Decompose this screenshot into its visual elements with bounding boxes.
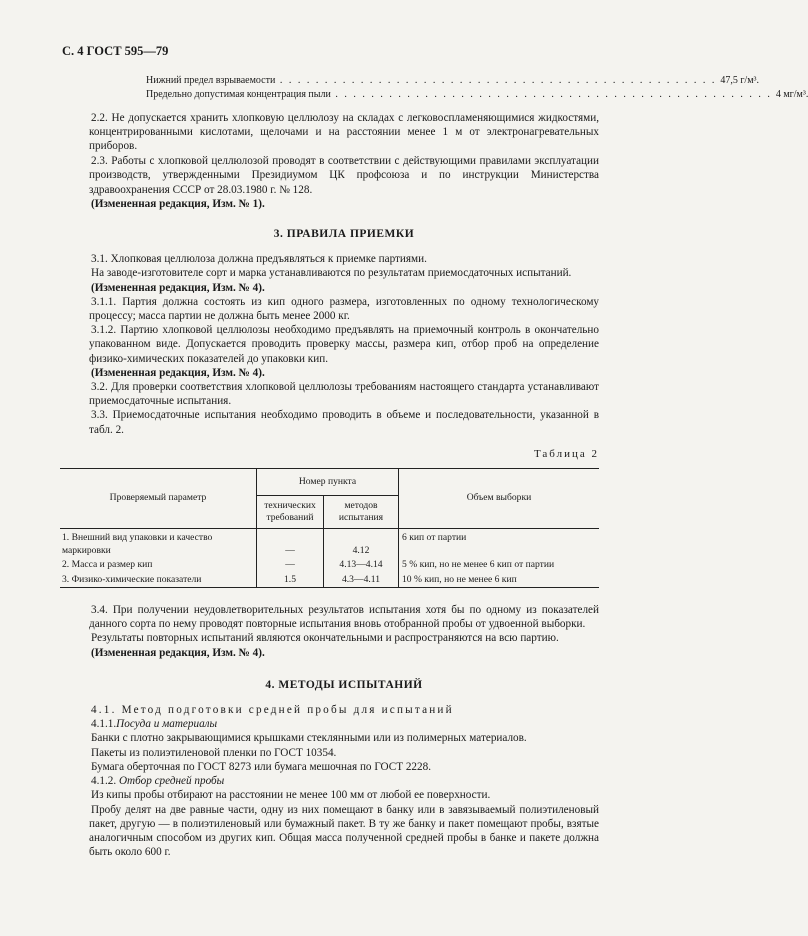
paragraph-3-4: 3.4. При получении неудовлетворительных результатов испытания хотя бы по одному из показателей данного сорта по нему проводят повторные испытания вновь отобранной пробы от удвоенной выборки. [89, 604, 599, 631]
limit-value: 47,5 г/м³. [720, 75, 760, 86]
amendment-note: (Измененная редакция, Изм. № 1). [91, 197, 265, 210]
col-header-method: методов испытания [324, 496, 399, 529]
limit-row: Нижний предел взрываемости . . . . . . . . . . . . . . . . . . . . . . . . . . . . . . . . . . . . . . . . . . . . . . . . . 47,5 г/м³. [146, 75, 760, 86]
table-label: Таблица 2 [533, 447, 599, 460]
page-header: С. 4 ГОСТ 595—79 [62, 44, 169, 58]
paragraph-4-1-2: 4.1.2. Отбор средней пробы [91, 775, 225, 788]
amendment-note: (Измененная редакция, Изм. № 4). [91, 281, 265, 294]
paragraph-3-1b: На заводе-изготовителе сорт и марка устанавливаются по результатам приемосдаточных испытаний. [91, 267, 572, 280]
limit-label: Предельно допустимая концентрация пыли [146, 88, 331, 100]
table-row: 3. Физико-химические показатели 1.5 4.3—4.11 10 % кип, но не менее 6 кип [60, 573, 599, 588]
amendment-note: (Измененная редакция, Изм. № 4). [91, 366, 265, 379]
paragraph-3-1-2: 3.1.2. Партию хлопковой целлюлозы необходимо предъявлять на приемочный контроль в окончательно упакованном виде. Допускается проводить проверку массы, размера кип, отбор проб на определение физико-химических показателей до упаковки кип. [89, 324, 599, 365]
table-row: 1. Внешний вид упаковки и качество маркировки — 4.12 6 кип от партии [60, 529, 599, 559]
limit-value: 4 мг/м³. [775, 88, 808, 100]
paragraph-3-4b: Результаты повторных испытаний являются окончательными и распространяются на всю партию. [91, 632, 559, 645]
section-3-title: 3. ПРАВИЛА ПРИЕМКИ [273, 228, 415, 241]
paragraph-3-1: 3.1. Хлопковая целлюлоза должна предъявляться к приемке партиями. [91, 253, 427, 266]
sampling-text: Пробу делят на две равные части, одну из них помещают в банку или в завязываемый полиэтиленовый пакет, другую — в полиэтиленовый или бумажный пакет. В ту же банку и пакет помещают пробы, взятые аналогичным способом из других кип. Общая масса полученной средней пробы в банке и пакете должна быть около 600 г. [89, 803, 599, 859]
materials-item: Банки с плотно закрывающимися крышками стеклянными или из полимерных материалов. [91, 732, 527, 745]
table-row: 2. Масса и размер кип — 4.13—4.14 5 % кип, но не менее 6 кип от партии [60, 558, 599, 573]
limit-label: Нижний предел взрываемости [146, 75, 276, 86]
acceptance-table [60, 468, 599, 588]
materials-item: Пакеты из полиэтиленовой пленки по ГОСТ 10354. [91, 746, 337, 759]
paragraph-3-1-1: 3.1.1. Партия должна состоять из кип одного размера, изготовленных по одному технологическому процессу; масса партии не должна быть менее 2000 кг. [89, 295, 599, 323]
col-header-param: Проверяемый параметр [60, 469, 257, 529]
col-header-volume: Объем выборки [399, 469, 600, 529]
paragraph-3-3: 3.3. Приемосдаточные испытания необходимо проводить в объеме и последовательности, указанной в табл. 2. [89, 409, 599, 436]
sampling-text: Из кипы пробы отбирают на расстоянии не менее 100 мм от любой ее поверхности. [91, 789, 491, 802]
paragraph-2-3: 2.3. Работы с хлопковой целлюлозой проводят в соответствии с действующими правилами эксплуатации производств, утвержденными Президиумом ЦК профсоюза и по инструкции Министерства здравоохранения СССР от 28.03.1980 г. № 128. [89, 155, 599, 196]
section-4-title: 4. МЕТОДЫ ИСПЫТАНИЙ [265, 678, 423, 691]
limit-row: Предельно допустимая концентрация пыли . . . . . . . . . . . . . . . . . . . . . . . . . . . . . . . . . . . . . . . . . . . . . . . . . 4 мг/м³. [146, 88, 808, 100]
materials-item: Бумага оберточная по ГОСТ 8273 или бумага мешочная по ГОСТ 2228. [91, 760, 431, 773]
col-header-point: Номер пункта [257, 469, 399, 496]
col-header-tech: технических требований [257, 496, 324, 529]
document-body [62, 74, 808, 859]
paragraph-3-2: 3.2. Для проверки соответствия хлопковой целлюлозы требованиям настоящего стандарта устанавливают приемосдаточные испытания. [89, 381, 599, 408]
paragraph-4-1-1: 4.1.1.Посуда и материалы [91, 718, 218, 731]
paragraph-2-2: 2.2. Не допускается хранить хлопковую целлюлозу на складах с легковоспламеняющимися жидкостями, концентрированными кислотами, щелочами и на расстоянии менее 1 м от электронагревательных приборов. [89, 111, 599, 152]
amendment-note: (Измененная редакция, Изм. № 4). [91, 646, 265, 659]
paragraph-4-1: 4.1. Метод подготовки средней пробы для испытаний [91, 704, 454, 717]
